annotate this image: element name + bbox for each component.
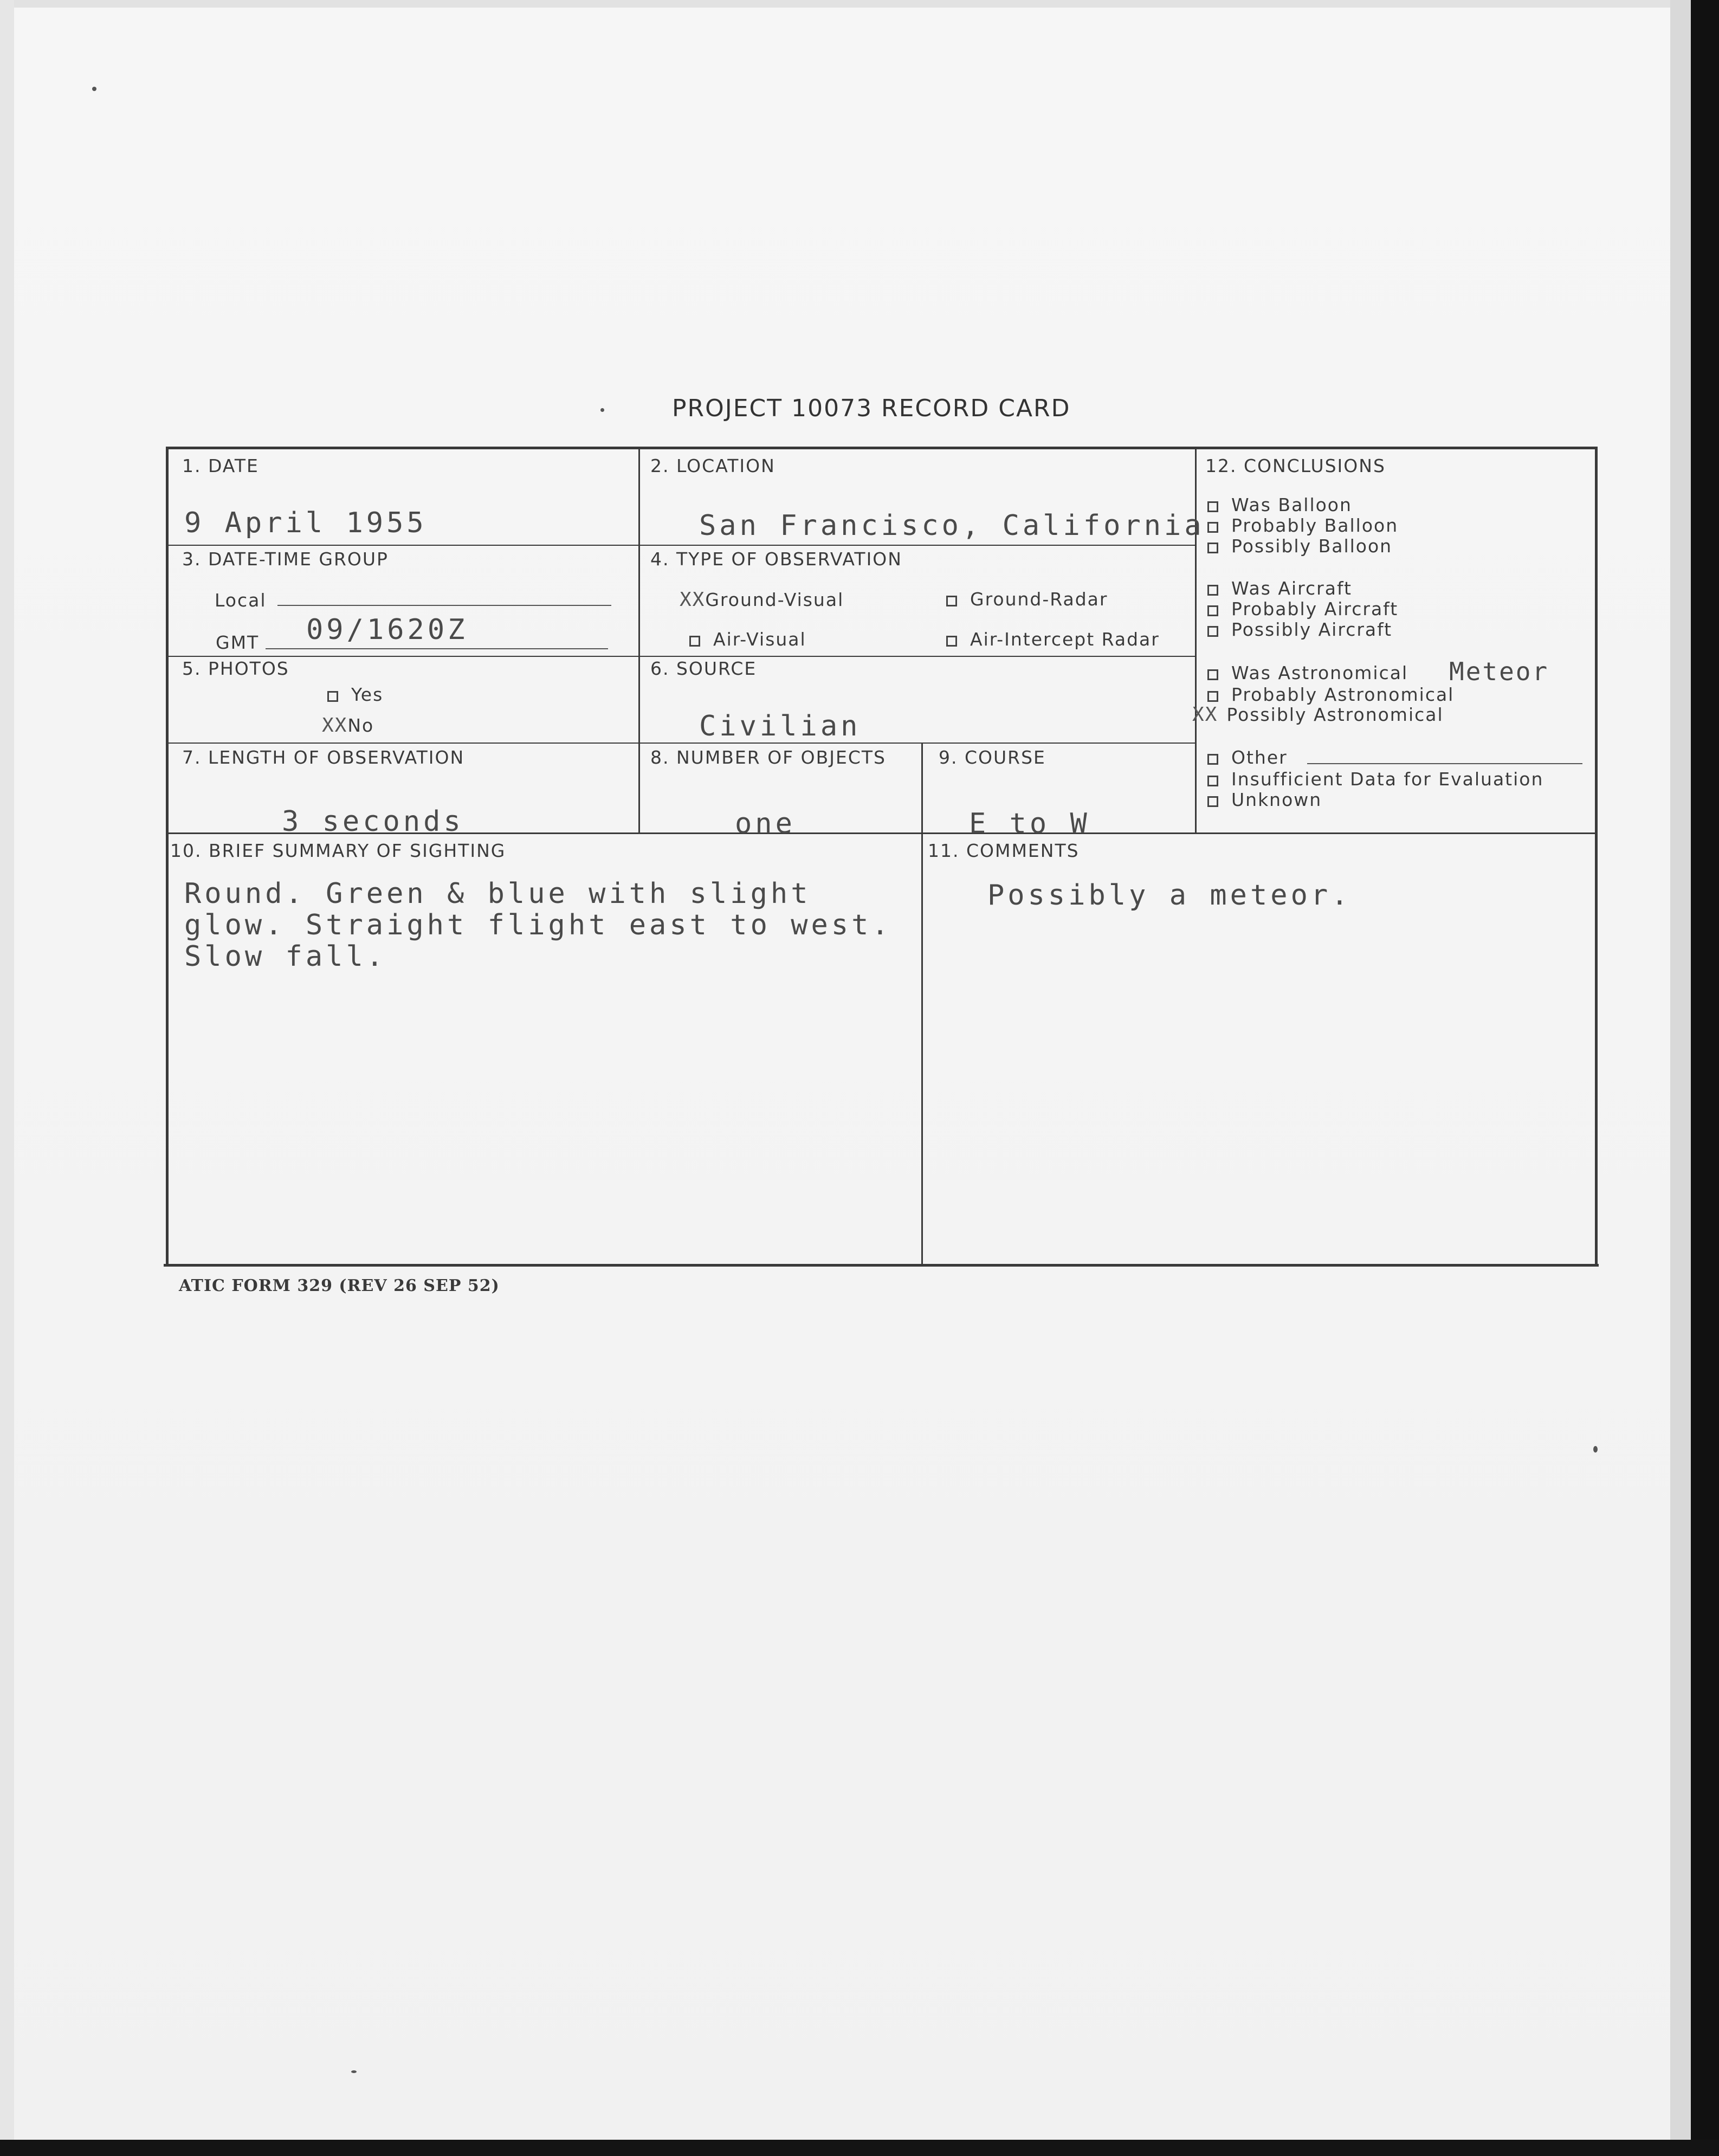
conclusion-insufficient [1207,769,1543,790]
form-footer: ATIC FORM 329 (REV 26 SEP 52) [179,1276,500,1295]
source-label: 6. SOURCE [650,658,757,679]
source-value: Civilian [699,710,861,743]
conclusion-was-aircraft [1207,578,1352,599]
course-value: E to W [969,808,1090,840]
checkbox-icon [1207,501,1218,512]
length-value: 3 seconds [282,805,464,838]
checkbox-icon [1207,796,1218,807]
photos-yes [327,684,383,705]
photos-label: 5. PHOTOS [182,658,289,679]
gmt-label: GMT [216,632,260,653]
card-border-bottom [164,1264,1599,1267]
conclusion-label: Probably Aircraft [1231,598,1399,619]
scan-edge-right-gray [1670,0,1691,2156]
conclusion-possibly-astronomical [1192,703,1444,726]
conclusion-label: Insufficient Data for Evaluation [1231,769,1544,790]
checked-mark: XX [1192,703,1218,726]
conclusion-label: Was Astronomical [1231,662,1408,683]
checkbox-icon [327,691,338,702]
conclusions-label: 12. CONCLUSIONS [1205,455,1386,476]
length-label: 7. LENGTH OF OBSERVATION [182,747,465,768]
scan-edge-right [1691,0,1719,2156]
checkbox-icon [946,596,957,606]
scan-edge-bottom [0,2140,1719,2156]
divider-row1 [167,545,1195,546]
conclusion-label: Possibly Astronomical [1226,704,1444,725]
card-border-left [166,447,169,1266]
photos-yes-label: Yes [351,684,384,705]
conclusion-label: Possibly Balloon [1231,535,1393,557]
card-border-top [167,447,1597,449]
conclusion-label: Other [1231,747,1288,768]
local-field-line [277,605,611,606]
divider-row2 [167,656,1195,657]
divider-conclusions [1195,448,1197,834]
summary-value: Round. Green & blue with slight glow. Straight flight east to west. Slow fall. [184,877,892,973]
location-label: 2. LOCATION [650,455,776,476]
other-field-line [1307,763,1582,764]
checkbox-icon [1207,691,1218,702]
gmt-field-line [266,648,608,649]
conclusion-label: Probably Balloon [1231,515,1399,536]
conclusion-other [1207,747,1288,768]
checkbox-icon [1207,776,1218,786]
checkbox-icon [1207,543,1218,553]
type-label: 4. TYPE OF OBSERVATION [650,548,902,570]
checked-mark: XX [322,714,348,737]
conclusion-unknown [1207,789,1322,810]
type-air-visual-label: Air-Visual [713,629,806,650]
checkbox-icon [1207,605,1218,616]
type-ground-radar [946,589,1108,610]
type-ground-visual [680,589,844,611]
speck [92,87,96,91]
photos-no [322,714,374,737]
comments-label: 11. COMMENTS [928,840,1080,861]
scan-edge-left [0,0,14,2156]
date-label: 1. DATE [182,455,259,476]
speck [351,2070,357,2073]
conclusion-label: Was Aircraft [1231,578,1352,599]
speck [600,408,604,412]
conclusion-probably-aircraft [1207,598,1398,619]
number-label: 8. NUMBER OF OBJECTS [650,747,886,768]
conclusion-was-astronomical [1207,662,1408,683]
course-label: 9. COURSE [939,747,1046,768]
checkbox-icon [689,636,700,647]
checkbox-icon [946,636,957,647]
conclusion-was-balloon [1207,494,1352,515]
conclusion-label: Possibly Aircraft [1231,619,1393,640]
checkbox-icon [1207,754,1218,765]
conclusion-possibly-balloon [1207,535,1392,557]
type-air-intercept [946,629,1160,650]
location-value: San Francisco, California [699,509,1205,542]
divider-row3 [167,743,1195,744]
divider-course [921,743,923,1265]
type-air-intercept-label: Air-Intercept Radar [970,629,1160,650]
summary-label: 10. BRIEF SUMMARY OF SIGHTING [170,840,506,861]
conclusion-probably-balloon [1207,515,1398,536]
card-border-right [1595,447,1598,1266]
divider-col1 [638,448,640,832]
card-title: PROJECT 10073 RECORD CARD [672,395,1071,422]
conclusion-label: Probably Astronomical [1231,684,1455,705]
speck [1593,1446,1598,1453]
scan-edge-top [0,0,1719,8]
conclusion-label: Unknown [1231,789,1322,810]
number-value: one [735,808,796,840]
local-label: Local [215,590,267,611]
checkbox-icon [1207,669,1218,680]
checkbox-icon [1207,626,1218,637]
checkbox-icon [1207,585,1218,596]
photos-no-label: No [347,715,374,736]
comments-value: Possibly a meteor. [987,879,1352,912]
gmt-value: 09/1620Z [306,614,468,646]
checked-mark: XX [680,589,706,611]
checkbox-icon [1207,522,1218,533]
dtg-label: 3. DATE-TIME GROUP [182,548,389,570]
conclusion-probably-astronomical [1207,684,1454,705]
conclusion-possibly-aircraft [1207,619,1392,640]
date-value: 9 April 1955 [184,507,427,539]
type-air-visual [689,629,806,650]
type-ground-radar-label: Ground-Radar [970,589,1108,610]
conclusion-label: Was Balloon [1231,494,1352,515]
type-ground-visual-label: Ground-Visual [705,589,844,610]
astronomical-note: Meteor [1449,657,1549,686]
